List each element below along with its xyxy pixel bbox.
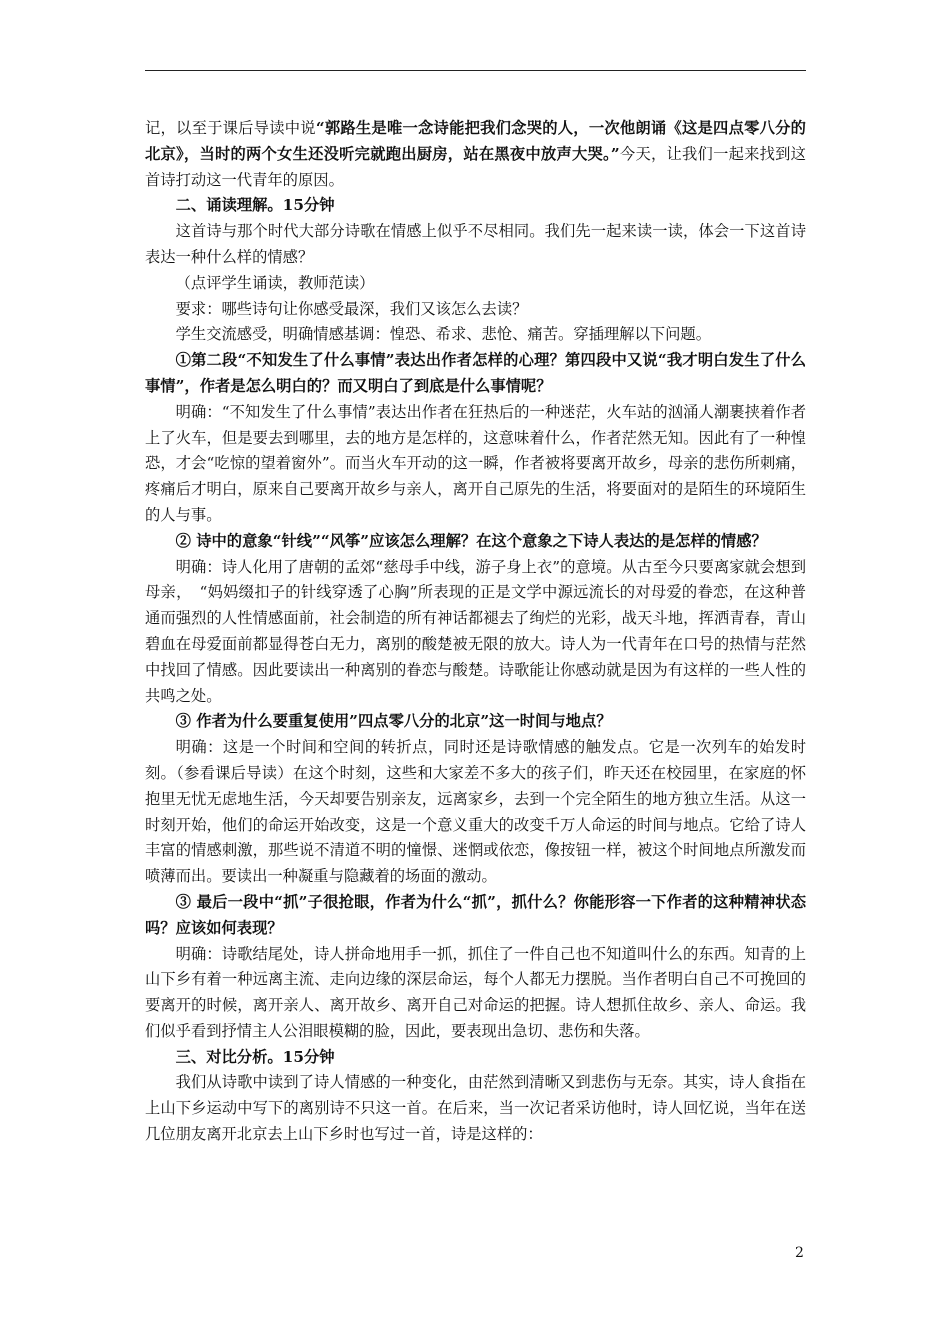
- answer-2: 明确：诗人化用了唐朝的孟郊“慈母手中线，游子身上衣”的意境。从古至今只要离家就会想到母亲， “妈妈缀扣子的针线穿透了心胸”所表现的正是文学中源远流长的对母爱的眷恋，在这种普通而强烈的人性情感面前，社会制造的所有神话都褪去了绚烂的光彩，战天斗地，挥洒青春，青山碧血在母爱面前都显得苍白无力，离别的酸楚被无限的放大。诗人为一代青年在口号的热情与茫然中找回了情感。因此要读出一种离别的眷恋与酸楚。诗歌能让你感动就是因为有这样的一些人性的共鸣之处。: [145, 557, 806, 705]
- paragraph-4: 要求：哪些诗句让你感受最深，我们又该怎么去读？: [175, 299, 528, 318]
- intro-text: 记，以至于课后导读中说: [145, 119, 316, 137]
- question-1: ①第二段“不知发生了什么事情”表达出作者怎样的心理？第四段中又说“我才明白发生了什么事情”，作者是怎么明白的？而又明白了到底是什么事情呢？: [145, 351, 806, 395]
- paragraph-3: （点评学生诵读，教师范读）: [175, 273, 375, 292]
- question-2: ② 诗中的意象“针线”“风筝”应该怎么理解？在这个意象之下诗人表达的是怎样的情感？: [175, 531, 767, 550]
- answer-3: 明确：这是一个时间和空间的转折点，同时还是诗歌情感的触发点。它是一次列车的始发时刻。（参看课后导读）在这个时刻，这些和大家差不多大的孩子们，昨天还在校园里，在家庭的怀抱里无忧无虑地生活，今天却要告别亲友，远离家乡，去到一个完全陌生的地方独立生活。从这一时刻开始，他们的命运开始改变，这是一个意义重大的改变千万人命运的时间与地点。它给了诗人丰富的情感刺激，那些说不清道不明的憧憬、迷惘或依恋，像按钮一样，被这个时间地点所激发而喷薄而出。要读出一种凝重与隐藏着的场面的激动。: [145, 738, 806, 886]
- section-heading-2: 二、诵读理解。15分钟: [175, 196, 335, 215]
- paragraph-6: 我们从诗歌中读到了诗人情感的一种变化，由茫然到清晰又到悲伤与无奈。其实，诗人食指在上山下乡运动中写下的离别诗不只这一首。在后来，当一次记者采访他时，诗人回忆说，当年在送几位朋友离开北京去上山下乡时也写过一首，诗是这样的：: [145, 1073, 806, 1144]
- answer-1: 明确：“不知发生了什么事情”表达出作者在狂热后的一种迷茫，火车站的汹涌人潮裹挟着作者上了火车，但是要去到哪里，去的地方是怎样的，这意味着什么，作者茫然无知。因此有了一种惶恐，才会“吃惊的望着窗外”。而当火车开动的这一瞬，作者被将要离开故乡，母亲的悲伤所刺痛，疼痛后才明白，原来自己要离开故乡与亲人，离开自己原先的生活，将要面对的是陌生的环境陌生的人与事。: [145, 402, 806, 524]
- paragraph-2: 这首诗与那个时代大部分诗歌在情感上似乎不尽相同。我们先一起来读一读，体会一下这首诗表达一种什么样的情感？: [145, 222, 806, 266]
- section-heading-3: 三、对比分析。15分钟: [175, 1047, 335, 1066]
- header-rule: [145, 70, 806, 71]
- paragraph-intro: [145, 116, 806, 193]
- intro-quote: “郭路生是唯一念诗能把我们念哭的人，一次他朗诵《这是四点零八分的北京》，当时的两个女生还没听完就跑出厨房，站在黑夜中放声大哭。”: [145, 119, 806, 163]
- answer-4: 明确：诗歌结尾处，诗人拼命地用手一抓，抓住了一件自己也不知道叫什么的东西。知青的上山下乡有着一种远离主流、走向边缘的深层命运，每个人都无力摆脱。当作者明白自己不可挽回的要离开的时候，离开亲人、离开故乡、离开自己对命运的把握。诗人想抓住故乡、亲人、命运。我们似乎看到抒情主人公泪眼模糊的脸，因此，要表现出急切、悲伤和失落。: [145, 944, 806, 1040]
- question-4: ③ 最后一段中“抓”子很抢眼，作者为什么“抓”，抓什么？你能形容一下作者的这种精神状态吗？应该如何表现？: [145, 892, 806, 937]
- intro-text-end: 今天，让我们一起来找到这首诗打动这一代青年的原因。: [145, 144, 806, 189]
- page-number: 2: [795, 1245, 804, 1261]
- document-body: [145, 116, 806, 1148]
- paragraph-5: 学生交流感受，明确情感基调：惶恐、希求、悲怆、痛苦。穿插理解以下问题。: [175, 325, 711, 344]
- question-3: ③ 作者为什么要重复使用”四点零八分的北京”这一时间与地点？: [175, 712, 612, 731]
